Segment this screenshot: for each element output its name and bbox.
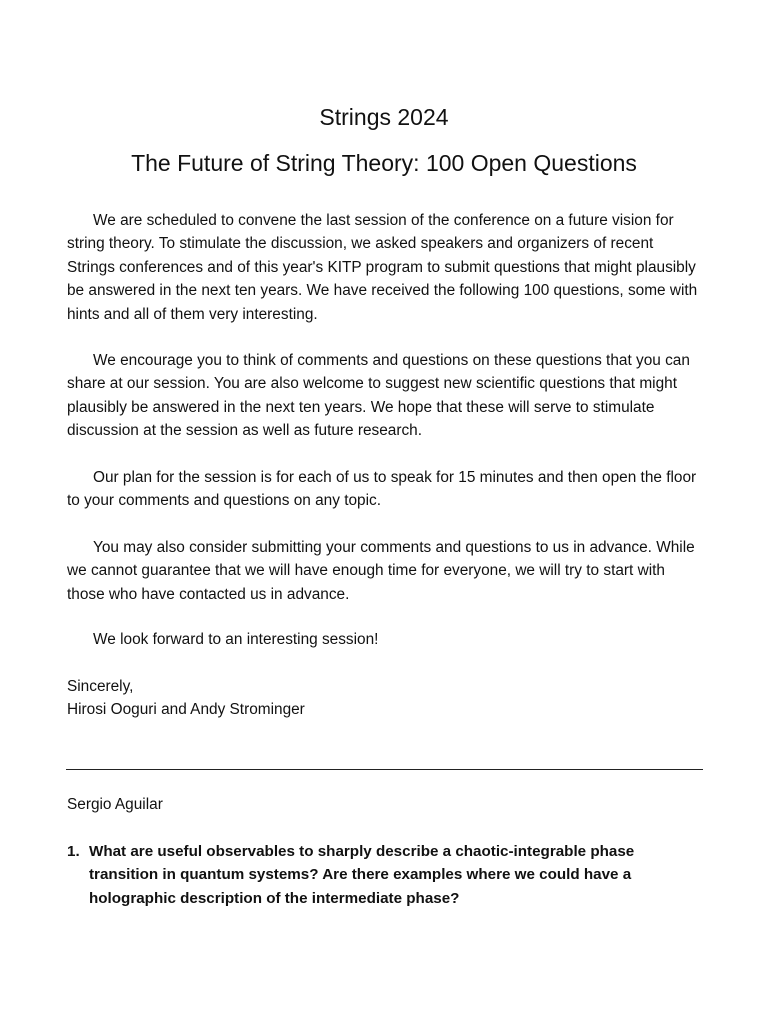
intro-paragraph-1 (67, 209, 703, 326)
contributor-name: Sergio Aguilar (67, 796, 163, 813)
closing-signatories: Hirosi Ooguri and Andy Strominger (67, 701, 305, 719)
question-number: 1. (67, 843, 80, 860)
intro-paragraph-4 (67, 536, 703, 606)
intro-paragraph-2 (67, 349, 703, 443)
intro-paragraph-1-text: We are scheduled to convene the last session of the conference on a future vision for string theory. To stimulate the discussion, we asked speakers and organizers of recent Strings conferences and of this year's KITP program to submit questions that might plausibly be answered in the next ten years. We have received the following 100 questions, some with hints and all of them very interesting. (67, 212, 698, 323)
section-divider (66, 769, 703, 770)
intro-paragraph-5 (67, 628, 703, 651)
intro-paragraph-3-text: Our plan for the session is for each of us to speak for 15 minutes and then open the floor to your comments and questions on any topic. (67, 469, 697, 510)
intro-paragraph-4-text: You may also consider submitting your comments and questions to us in advance. While we cannot guarantee that we will have enough time for everyone, we will try to start with those who have contacted us in advance. (67, 539, 695, 603)
letter-closing (67, 675, 305, 722)
closing-salutation: Sincerely, (67, 678, 134, 695)
question-item (67, 840, 703, 910)
document-subtitle: The Future of String Theory: 100 Open Questions (131, 150, 637, 176)
question-text: What are useful observables to sharply describe a chaotic-integrable phase transition in quantum systems? Are there examples where we could have a holographic description of the intermediate phase? (89, 843, 635, 907)
document-title: Strings 2024 (319, 104, 449, 130)
intro-paragraph-2-text: We encourage you to think of comments and questions on these questions that you can share at our session. You are also welcome to suggest new scientific questions that might plausibly be answered in the next ten years. We hope that these will serve to stimulate discussion at the session as well as future research. (67, 352, 690, 440)
intro-paragraph-3 (67, 466, 703, 513)
intro-paragraph-5-text: We look forward to an interesting session! (93, 631, 379, 648)
